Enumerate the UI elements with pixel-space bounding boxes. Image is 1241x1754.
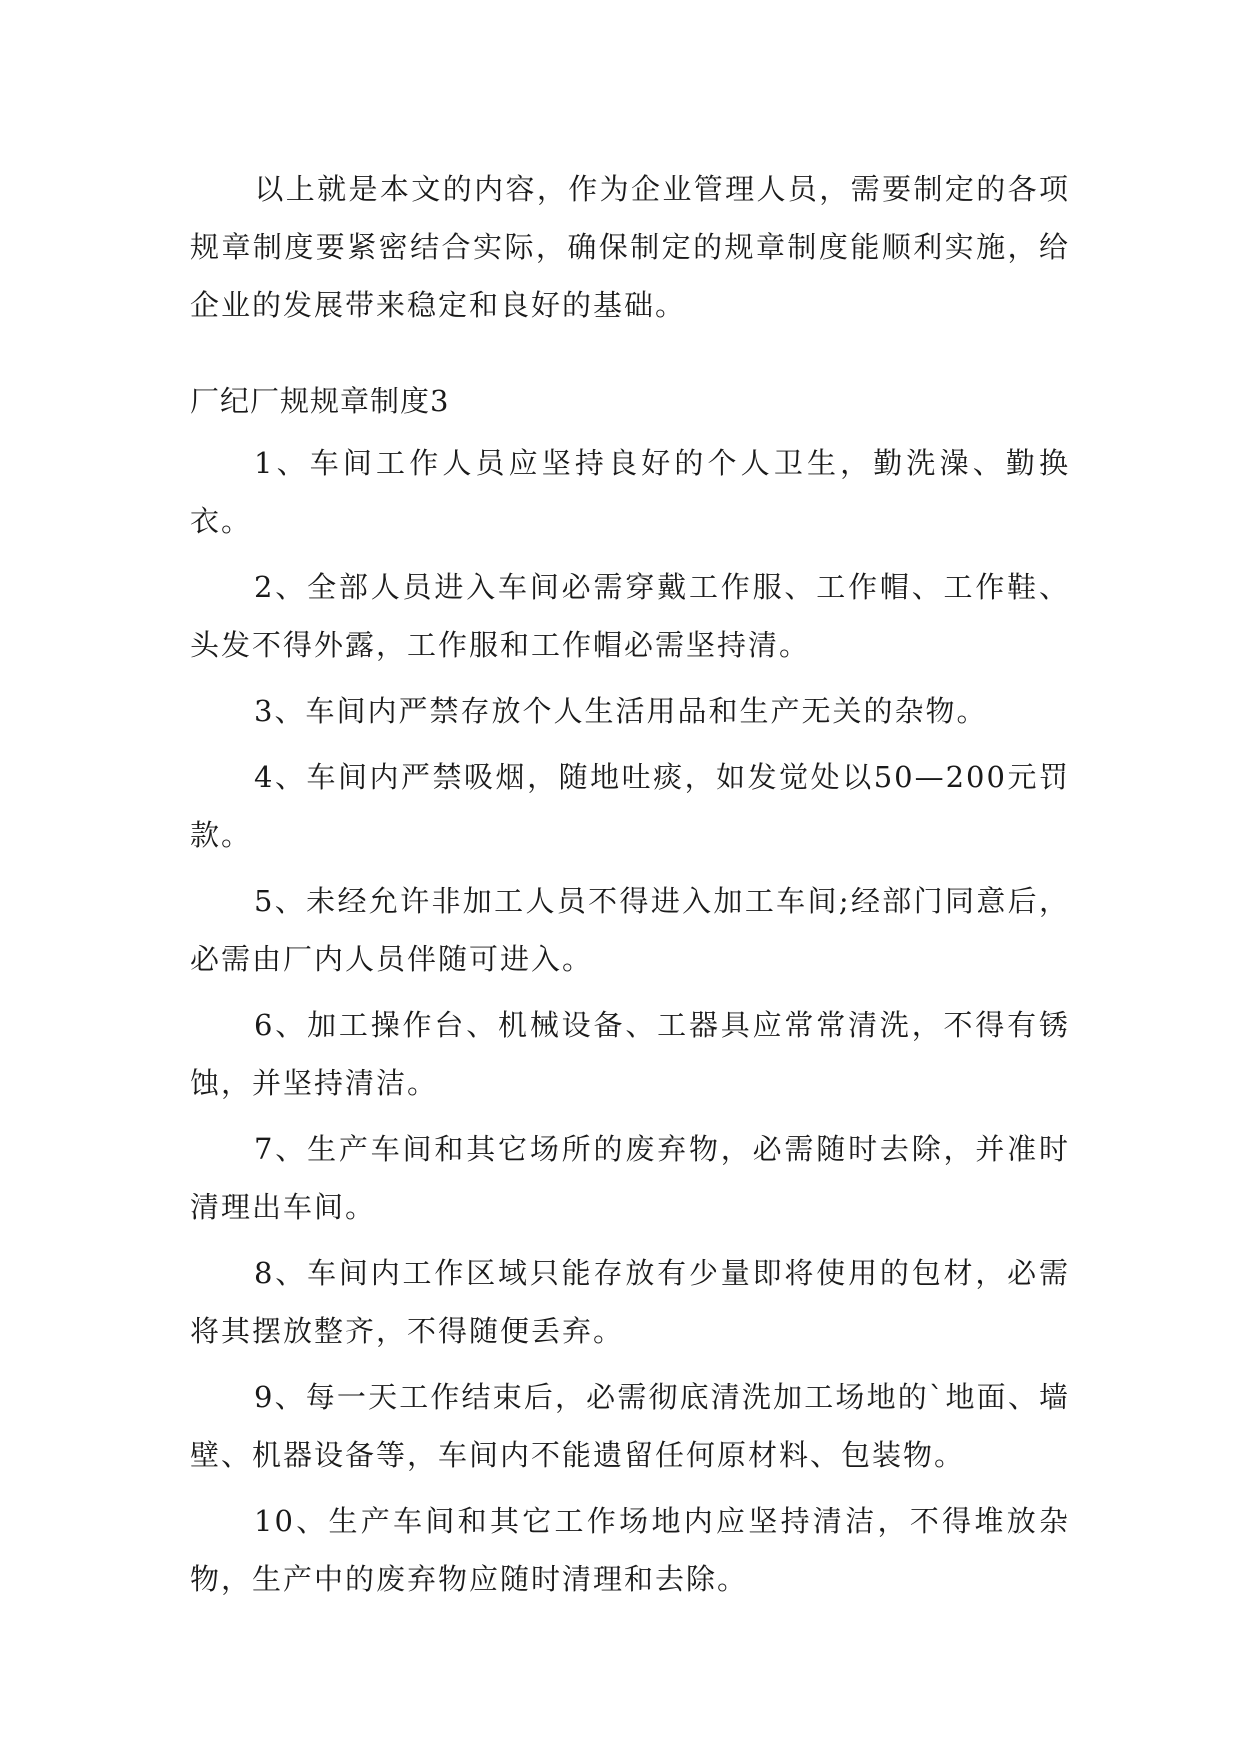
rule-item: [190, 434, 1070, 550]
rule-text: 3、车间内严禁存放个人生活用品和生产无关的杂物。: [254, 694, 988, 728]
rule-item: [190, 1244, 1070, 1360]
rule-item: [190, 996, 1070, 1112]
intro-paragraph: [190, 160, 1070, 334]
rule-text: 6、加工操作台、机械设备、工器具应常常清洗，不得有锈蚀，并坚持清洁。: [190, 1008, 1070, 1100]
rule-item: [190, 748, 1070, 864]
rule-text: 2、全部人员进入车间必需穿戴工作服、工作帽、工作鞋、头发不得外露，工作服和工作帽必需坚持清。: [190, 570, 1070, 662]
rule-item: [190, 1368, 1070, 1484]
document-body: [190, 160, 1070, 1616]
section-title: 厂纪厂规规章制度3: [190, 384, 450, 418]
rule-text: 9、每一天工作结束后，必需彻底清洗加工场地的`地面、墙壁、机器设备等，车间内不能遗留任何原材料、包装物。: [190, 1380, 1070, 1472]
rule-text: 4、车间内严禁吸烟，随地吐痰，如发觉处以50—200元罚款。: [190, 760, 1070, 852]
rule-text: 1、车间工作人员应坚持良好的个人卫生，勤洗澡、勤换衣。: [190, 446, 1070, 538]
rule-text: 8、车间内工作区域只能存放有少量即将使用的包材，必需将其摆放整齐，不得随便丢弃。: [190, 1256, 1070, 1348]
rule-item: [190, 1120, 1070, 1236]
rule-text: 10、生产车间和其它工作场地内应坚持清洁，不得堆放杂物，生产中的废弃物应随时清理和去除。: [190, 1504, 1070, 1596]
rule-text: 7、生产车间和其它场所的废弃物，必需随时去除，并准时清理出车间。: [190, 1132, 1070, 1224]
rule-text: 5、未经允许非加工人员不得进入加工车间;经部门同意后，必需由厂内人员伴随可进入。: [190, 884, 1070, 976]
rule-item: [190, 682, 1070, 740]
rule-item: [190, 1492, 1070, 1608]
rule-item: [190, 558, 1070, 674]
intro-paragraph-text: 以上就是本文的内容，作为企业管理人员，需要制定的各项规章制度要紧密结合实际，确保制定的规章制度能顺利实施，给企业的发展带来稳定和良好的基础。: [190, 172, 1070, 322]
rule-item: [190, 872, 1070, 988]
